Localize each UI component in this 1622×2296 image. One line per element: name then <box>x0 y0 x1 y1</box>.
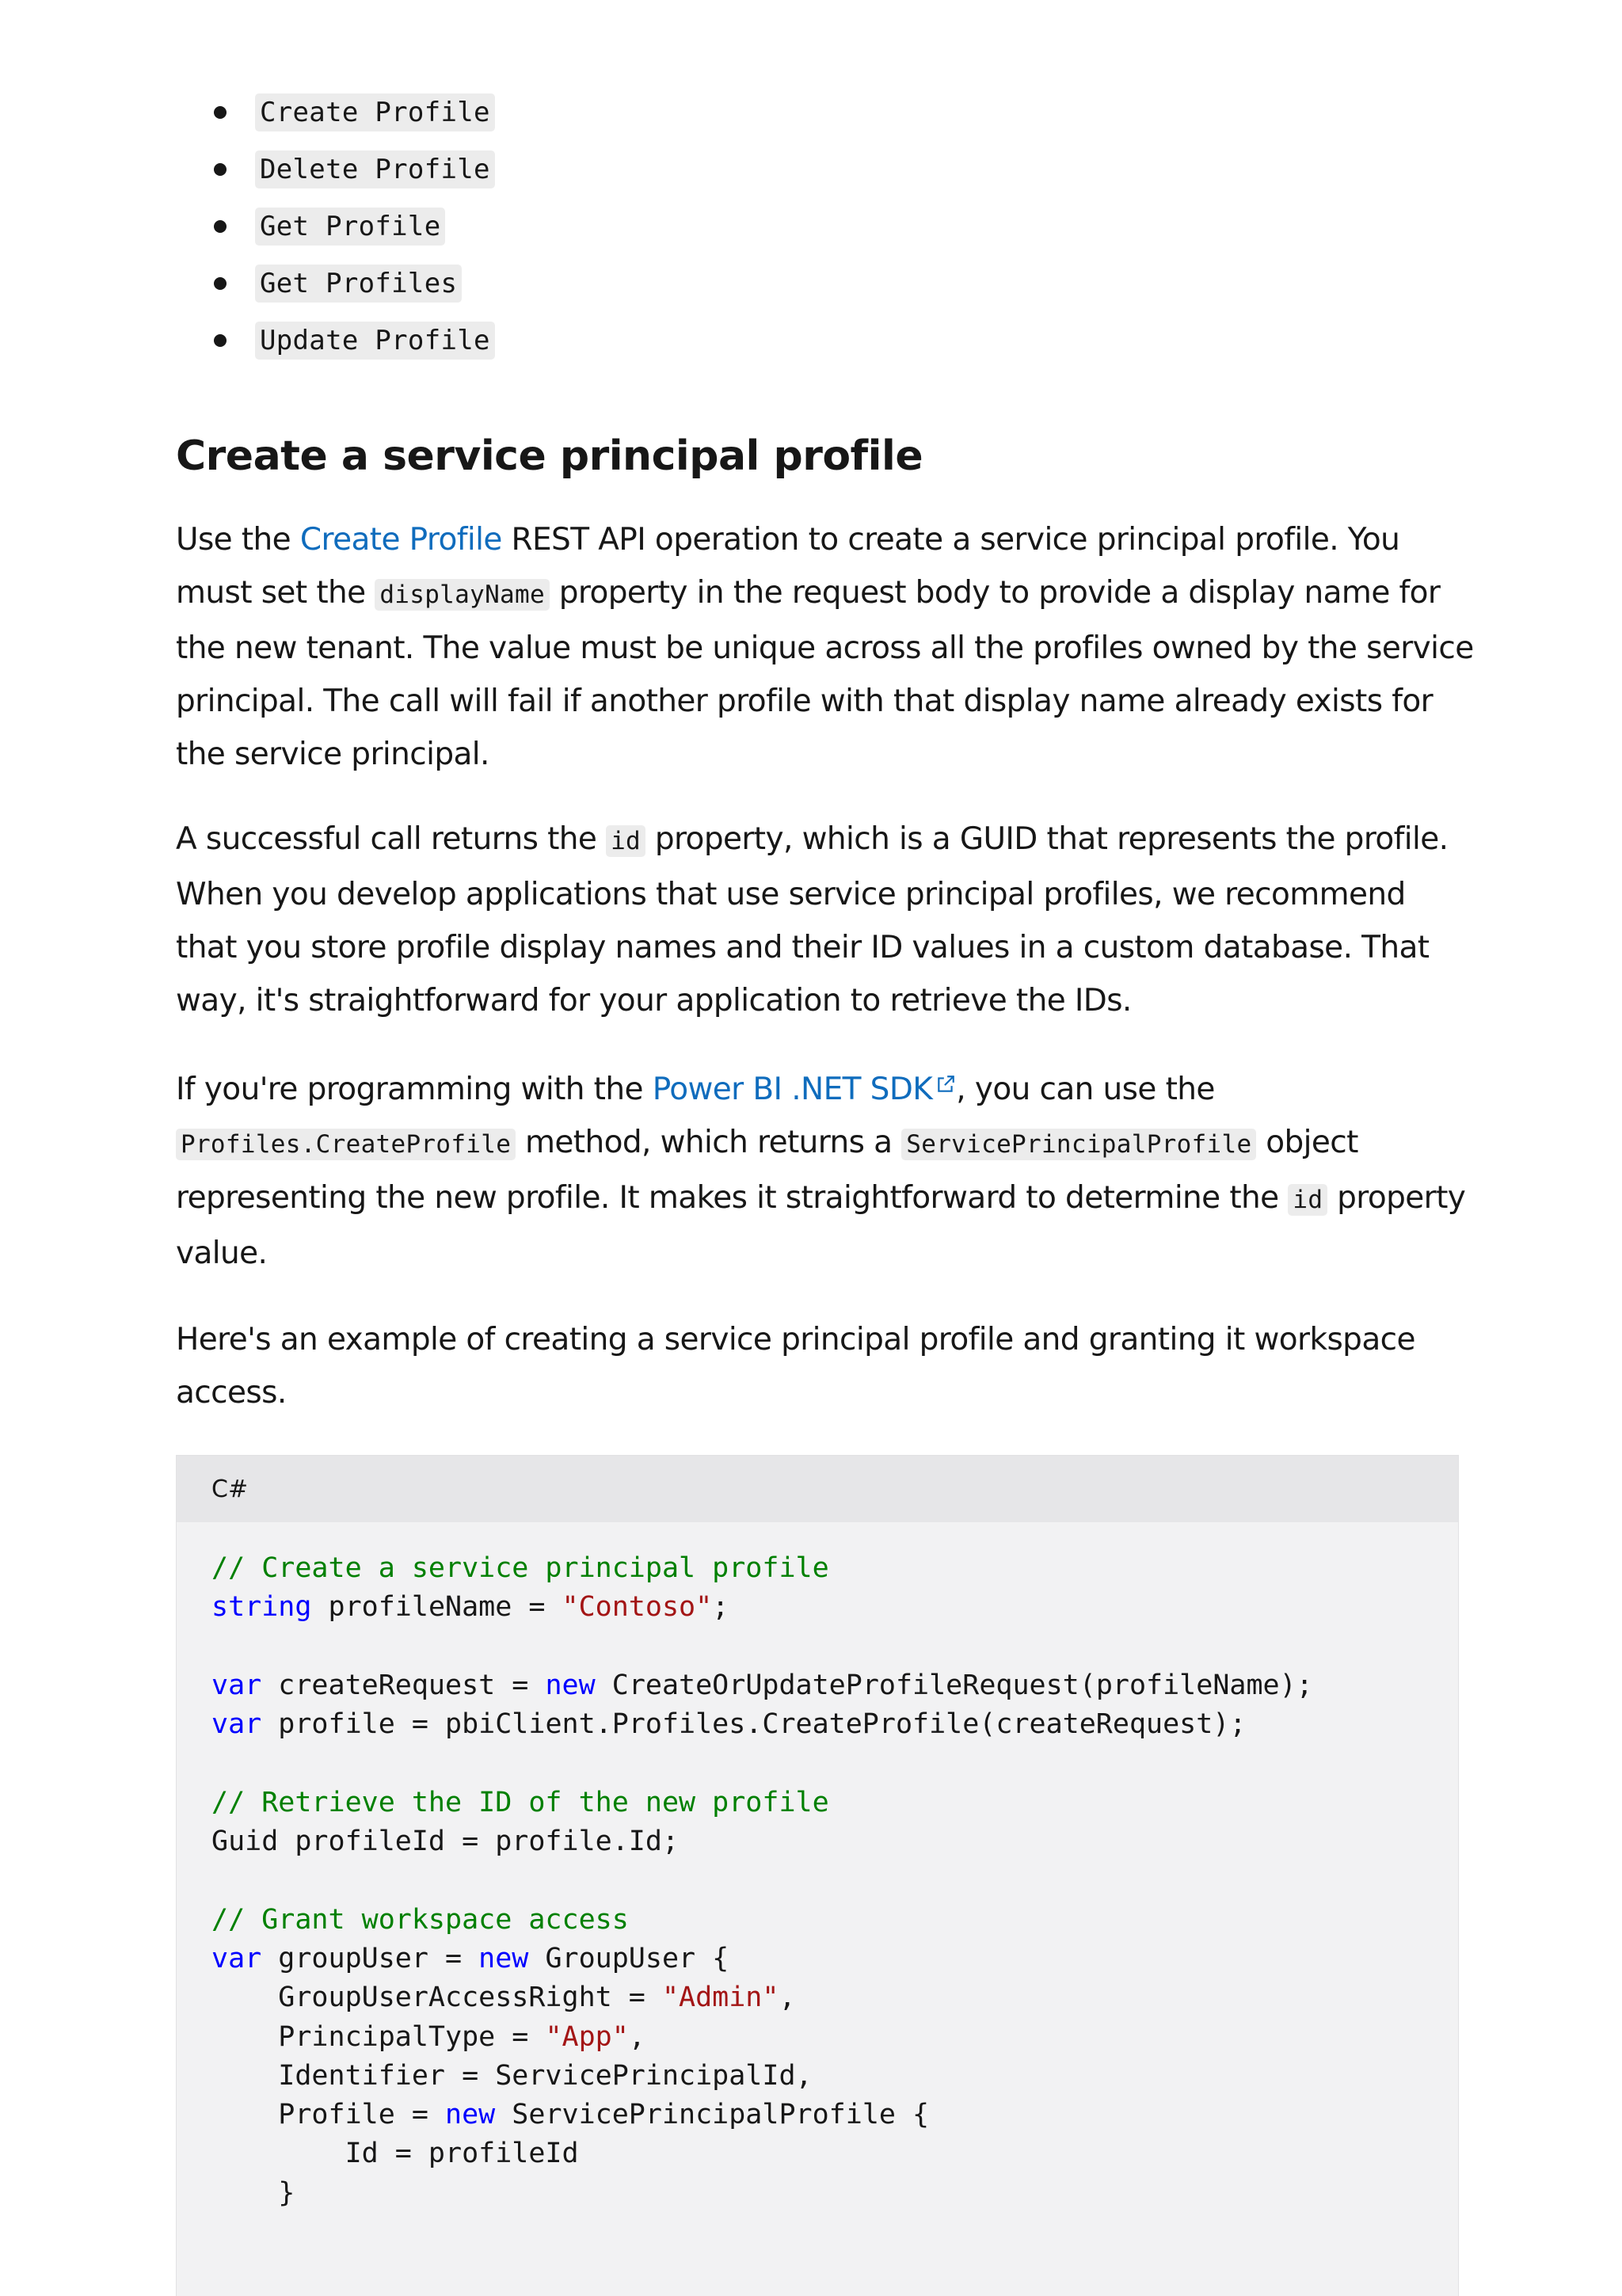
list-item <box>214 255 495 312</box>
code-token: new <box>545 1669 596 1701</box>
code-token: string <box>211 1591 312 1624</box>
code-line <box>211 1826 679 1857</box>
bullet-icon <box>214 106 227 119</box>
code-token: Id = profileId <box>211 2138 579 2170</box>
operation-code: Get Profiles <box>255 265 462 303</box>
code-token: , <box>779 1982 796 2014</box>
code-token: PrincipalType = <box>211 2020 546 2053</box>
code-token: Profile = <box>211 2099 446 2131</box>
code-token: } <box>211 2176 295 2209</box>
code-line <box>211 1982 796 2013</box>
code-content <box>177 1522 1458 2213</box>
code-token: new <box>445 2099 496 2131</box>
code-token: profileName = <box>311 1591 562 1624</box>
code-token: GroupUserAccessRight = <box>211 1982 662 2014</box>
external-link-icon <box>935 1074 956 1095</box>
code-language-label: C# <box>177 1456 1458 1522</box>
code-line <box>211 2138 579 2169</box>
code-token: CreateOrUpdateProfileRequest(profileName); <box>595 1669 1313 1701</box>
operation-code: Create Profile <box>255 93 495 131</box>
inline-code: Profiles.CreateProfile <box>176 1129 516 1160</box>
paragraph-example-intro: Here's an example of creating a service principal profile and granting it workspace access. <box>176 1322 1415 1411</box>
code-token: ServicePrincipalProfile { <box>495 2099 930 2131</box>
code-token: var <box>211 1942 262 1974</box>
paragraph-create-profile: Use the Create Profile REST API operation to create a service principal profile. You must set the displayName property in the request body to provide a display name for the new tenant. The value must be unique across all the profiles owned by the service principal. The call will fail if another profile with that display name already exists for the service principal. <box>176 522 1474 772</box>
code-token: groupUser = <box>261 1942 479 1974</box>
code-token: var <box>211 1669 262 1701</box>
code-token: ; <box>712 1591 729 1624</box>
operations-list <box>214 84 495 369</box>
list-item <box>214 84 495 141</box>
code-line <box>211 2021 645 2053</box>
operation-code: Update Profile <box>255 322 495 360</box>
code-line <box>211 1670 1313 1701</box>
power-bi-sdk-link[interactable]: Power BI .NET SDK <box>653 1072 957 1107</box>
code-token: // Retrieve the ID of the new profile <box>211 1786 829 1818</box>
paragraph-successful-call: A successful call returns the id property, which is a GUID that represents the profile. When you develop applications that use service principal profiles, we recommend that you store profile display names and their ID values in a custom database. That way, it's straightforward for your application to retrieve the IDs. <box>176 821 1449 1019</box>
bullet-icon <box>214 163 227 176</box>
code-token: GroupUser { <box>528 1942 729 1974</box>
code-line <box>211 1591 729 1623</box>
code-line <box>211 2060 813 2092</box>
inline-code: id <box>606 825 645 857</box>
paragraph-sdk: If you're programming with the Power BI .NET SDK , you can use the Profiles.CreateProfile method, which returns a ServicePrincipalProfile object representing the new profile. It makes it straightforward to determine the id property value. <box>176 1072 1466 1271</box>
list-item <box>214 198 495 255</box>
code-line <box>211 2177 295 2209</box>
code-line <box>211 1787 829 1818</box>
inline-code: displayName <box>375 579 550 611</box>
create-profile-link[interactable]: Create Profile <box>299 522 502 558</box>
code-token: Identifier = ServicePrincipalId, <box>211 2059 813 2092</box>
bullet-icon <box>214 220 227 233</box>
code-block <box>176 1455 1459 2296</box>
code-token: Guid profileId = profile.Id; <box>211 1826 680 1858</box>
code-token: // Grant workspace access <box>211 1903 629 1936</box>
section-heading: Create a service principal profile <box>176 432 923 480</box>
code-token: , <box>628 2020 645 2053</box>
code-token: "App" <box>545 2020 629 2053</box>
code-token: var <box>211 1708 262 1741</box>
code-line <box>211 1943 729 1974</box>
code-token: createRequest = <box>261 1669 546 1701</box>
inline-code: id <box>1288 1184 1327 1216</box>
code-line <box>211 1904 629 1936</box>
code-line <box>211 1552 829 1584</box>
code-line <box>211 2099 929 2130</box>
inline-code: ServicePrincipalProfile <box>901 1129 1256 1160</box>
list-item <box>214 312 495 369</box>
operation-code: Get Profile <box>255 208 445 246</box>
code-token: "Admin" <box>661 1982 779 2014</box>
code-token: new <box>478 1942 529 1974</box>
code-line <box>211 1708 1246 1740</box>
bullet-icon <box>214 277 227 290</box>
operation-code: Delete Profile <box>255 150 495 188</box>
code-token: "Contoso" <box>562 1591 713 1624</box>
code-token: // Create a service principal profile <box>211 1552 829 1584</box>
bullet-icon <box>214 334 227 347</box>
list-item <box>214 141 495 198</box>
code-token: profile = pbiClient.Profiles.CreateProfile(createRequest); <box>261 1708 1247 1741</box>
